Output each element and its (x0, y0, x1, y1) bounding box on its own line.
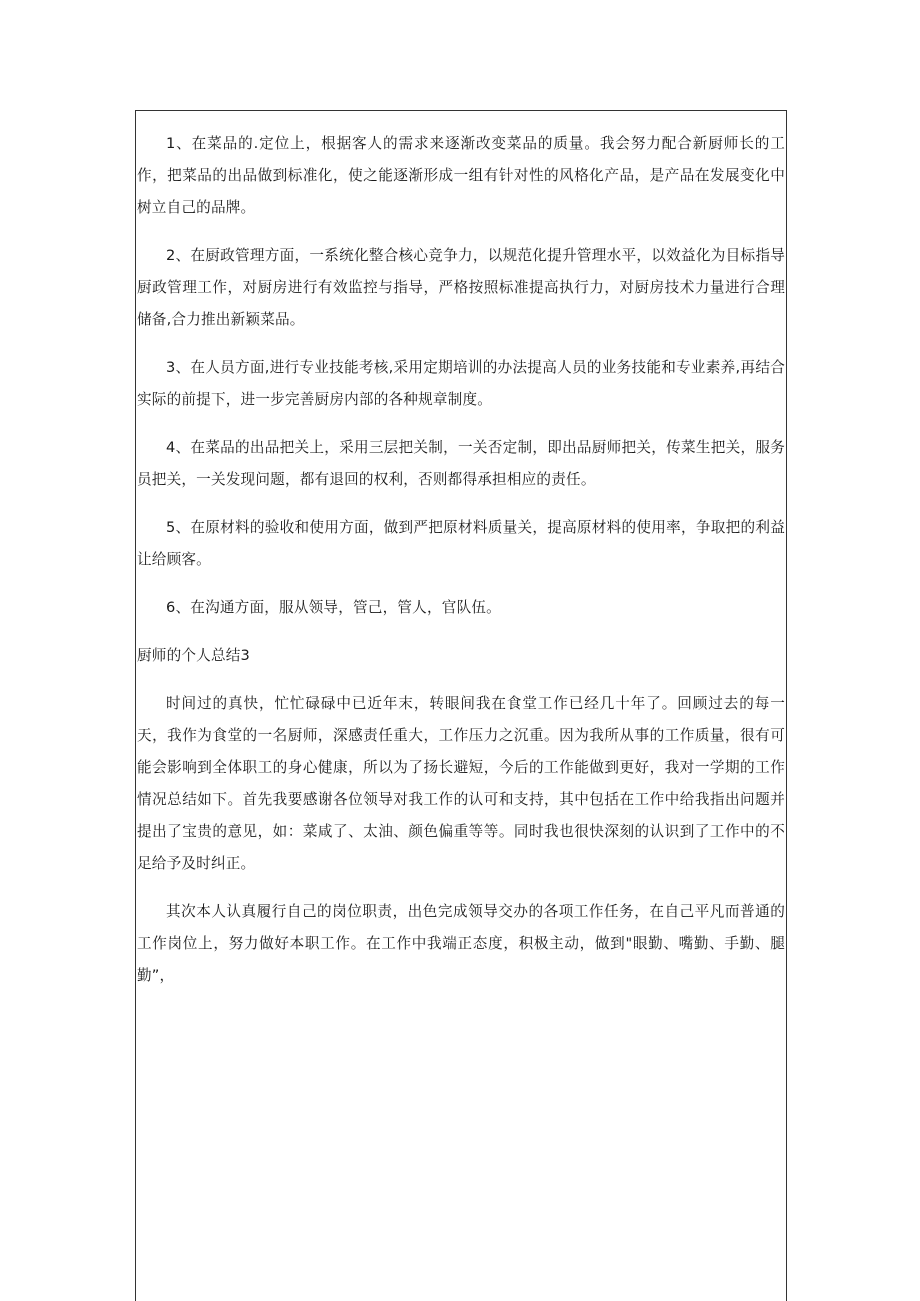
list-item-1: 1、在菜品的.定位上，根据客人的需求来逐渐改变菜品的质量。我会努力配合新厨师长的工作，把菜品的出品做到标准化，使之能逐渐形成一组有针对性的风格化产品，是产品在发展变化中树立自己的品牌。 (137, 135, 785, 216)
section-title: 厨师的个人总结3 (137, 647, 251, 664)
list-item-3: 3、在人员方面,进行专业技能考核,采用定期培训的办法提高人员的业务技能和专业素养,再结合实际的前提下，进一步完善厨房内部的各种规章制度。 (137, 359, 785, 408)
document-body (137, 128, 785, 1008)
list-item-6: 6、在沟通方面，服从领导，管己，管人，官队伍。 (166, 599, 501, 616)
summary-paragraph-2: 其次本人认真履行自己的岗位职责，出色完成领导交办的各项工作任务，在自己平凡而普通的工作岗位上，努力做好本职工作。在工作中我端正态度，积极主动，做到"眼勤、嘴勤、手勤、腿勤”， (137, 903, 785, 984)
list-item-5: 5、在原材料的验收和使用方面，做到严把原材料质量关，提高原材料的使用率，争取把的利益让给顾客。 (137, 519, 785, 568)
list-item-2: 2、在厨政管理方面，一系统化整合核心竞争力，以规范化提升管理水平，以效益化为目标指导厨政管理工作，对厨房进行有效监控与指导，严格按照标准提高执行力，对厨房技术力量进行合理储备,合力推出新颖菜品。 (137, 247, 785, 328)
list-item-4: 4、在菜品的出品把关上，采用三层把关制，一关否定制，即出品厨师把关，传菜生把关，服务员把关，一关发现问题，都有退回的权利，否则都得承担相应的责任。 (137, 439, 785, 488)
summary-paragraph-1: 时间过的真快，忙忙碌碌中已近年末，转眼间我在食堂工作已经几十年了。回顾过去的每一天，我作为食堂的一名厨师，深感责任重大，工作压力之沉重。因为我所从事的工作质量，很有可能会影响到全体职工的身心健康，所以为了扬长避短，今后的工作能做到更好，我对一学期的工作情况总结如下。首先我要感谢各位领导对我工作的认可和支持，其中包括在工作中给我指出问题并提出了宝贵的意见，如：菜咸了、太油、颜色偏重等等。同时我也很快深刻的认识到了工作中的不足给予及时纠正。 (137, 695, 785, 872)
